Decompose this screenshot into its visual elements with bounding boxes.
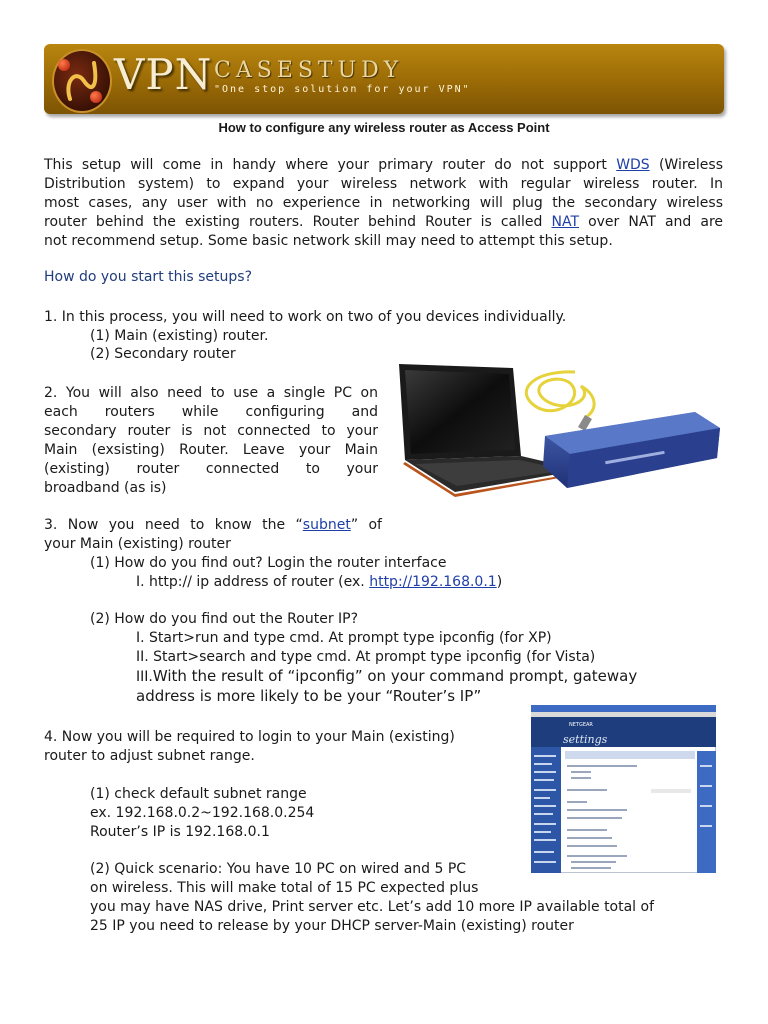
step3-sub-item (136, 667, 637, 687)
router-ip-link[interactable]: http://192.168.0.1 (369, 574, 497, 590)
router-brand: NETGEAR (569, 722, 593, 728)
brand-casestudy: CASESTUDY (214, 58, 404, 83)
step3-text: ” of (350, 517, 382, 533)
intro-text: over NAT and are (579, 214, 724, 230)
step1-item: (2) Secondary router (90, 346, 236, 362)
step3-sub-item (136, 573, 502, 592)
step1-text: 1. In this process, you will need to work on two of you devices individually. (44, 309, 567, 325)
logo-icon (52, 49, 112, 113)
step2-line: 2. You will also need to use a single PC on (44, 385, 378, 401)
step4-item: (2) Quick scenario: You have 10 PC on wired and 5 PC (90, 861, 467, 877)
intro-line (44, 156, 723, 175)
step2-line: (existing) router connected to your (44, 461, 378, 477)
step3-text: I. http:// ip address of router (ex. (136, 574, 370, 590)
step4-line: 4. Now you will be required to login to your Main (existing) (44, 729, 455, 745)
intro-line: Distribution system) to expand your wireless network with regular wireless router. In (44, 176, 723, 192)
step3-text: ) (496, 574, 503, 590)
step3-sub: (2) How do you find out the Router IP? (90, 611, 359, 627)
intro-line (44, 213, 723, 232)
step3-text: III. (136, 669, 153, 685)
intro-text: This setup will come in handy where your primary router do not support (44, 157, 617, 173)
intro-line: most cases, any user with no experience in networking will plug the secondary wireless (44, 195, 723, 211)
step4-item: (1) check default subnet range (90, 786, 307, 802)
step2-line: broadband (as is) (44, 480, 167, 496)
wds-link[interactable]: WDS (616, 157, 650, 173)
intro-text: (Wireless (649, 157, 724, 173)
step3-sub-item: II. Start>search and type cmd. At prompt type ipconfig (for Vista) (136, 649, 596, 665)
step1-item: (1) Main (existing) router. (90, 328, 269, 344)
step2-line: each routers while configuring and (44, 404, 378, 420)
step4-item: 25 IP you need to release by your DHCP server-Main (existing) router (90, 918, 574, 934)
subnet-link[interactable]: subnet (302, 517, 351, 533)
page-title: How to configure any wireless router as Access Point (218, 120, 550, 135)
intro-line: not recommend setup. Some basic network skill may need to attempt this setup. (44, 233, 613, 249)
step3-sub-item: I. Start>run and type cmd. At prompt type ipconfig (for XP) (136, 630, 552, 646)
intro-text: router behind the existing routers. Router behind Router is called (44, 214, 552, 230)
brand-vpn: VPN (114, 50, 213, 99)
nat-link[interactable]: NAT (551, 214, 579, 230)
step2-line: Main (exsisting) Router. Leave your Main (44, 442, 378, 458)
step3-text: 3. Now you need to know the “ (44, 517, 303, 533)
router-admin-screenshot (531, 705, 716, 873)
banner-tagline: "One stop solution for your VPN" (214, 84, 471, 95)
step4-item: ex. 192.168.0.2~192.168.0.254 (90, 805, 315, 821)
step3-sub: (1) How do you find out? Login the router interface (90, 555, 447, 571)
step4-item: on wireless. This will make total of 15 PC expected plus (90, 880, 479, 896)
logo-swirl (54, 51, 110, 111)
section-question: How do you start this setups? (44, 269, 253, 285)
laptop-router-photo (395, 360, 725, 498)
header-banner (44, 44, 724, 114)
step4-item: you may have NAS drive, Print server etc. Let’s add 10 more IP available total of (90, 899, 655, 915)
step4-item: Router’s IP is 192.168.0.1 (90, 824, 270, 840)
step4-line: router to adjust subnet range. (44, 748, 255, 764)
step3-line (44, 516, 382, 535)
step3-text: With the result of “ipconfig” on your command prompt, gateway (152, 667, 638, 685)
router-heading: settings (563, 733, 608, 746)
step3-line: your Main (existing) router (44, 536, 231, 552)
step3-sub-item: address is more likely to be your “Router’s IP” (136, 687, 482, 705)
step2-line: secondary router is not connected to your (44, 423, 378, 439)
